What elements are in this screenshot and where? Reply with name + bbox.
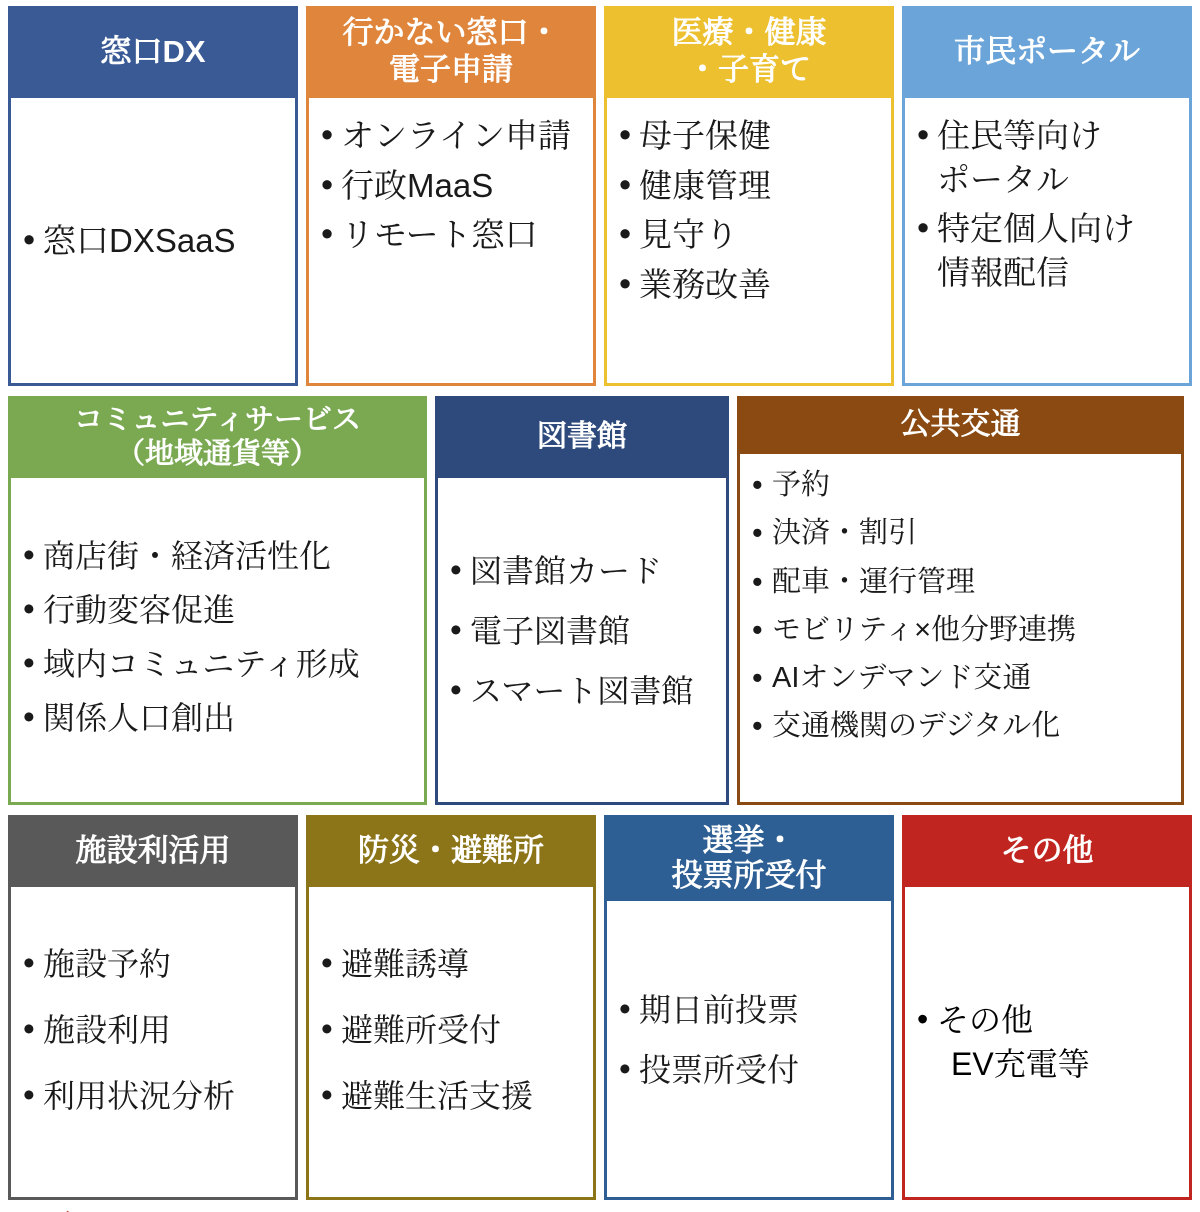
header-line-2: （地域通貨等） (115, 438, 319, 470)
list-item: • 施設予約 (21, 943, 285, 985)
list-item: • 施設利用 (21, 1009, 285, 1051)
category-row-3 (8, 815, 1192, 1200)
card-kokyo-kotsu[interactable] (737, 396, 1184, 805)
card-body-toshokan (435, 478, 729, 805)
list-item: • 避難誘導 (319, 943, 583, 985)
card-header-iryo-kenko-kosodate (604, 6, 894, 98)
card-sonota[interactable] (902, 815, 1192, 1200)
list-item-line-2: EV充電等 (951, 1046, 1090, 1082)
header-line-1: 行かない窓口・ (342, 15, 560, 51)
list-item: • モビリティ×他分野連携 (750, 611, 1171, 649)
list-item: • 期日前投票 (617, 989, 881, 1031)
category-row-2 (8, 396, 1192, 805)
list-item: • 図書館カード (448, 550, 716, 592)
item-list (915, 114, 1179, 294)
card-iryo-kenko-kosodate[interactable] (604, 6, 894, 386)
card-body-shimin-portal (902, 98, 1192, 386)
header-line-2: 電子申請 (389, 52, 513, 87)
card-toshokan[interactable] (435, 396, 729, 805)
card-header-shisetsu-rikatsuyo: 施設利活用 (8, 815, 298, 887)
card-shimin-portal[interactable] (902, 6, 1192, 386)
item-list (750, 466, 1171, 756)
list-item: • 交通機関のデジタル化 (750, 707, 1171, 745)
list-item: • オンライン申請 (319, 114, 583, 158)
header-line-1: コミュニティサービス (73, 403, 362, 436)
header-line-1: 選挙・ (702, 822, 796, 858)
header-line-2: ・子育て (687, 52, 811, 87)
item-list (319, 943, 583, 1142)
card-body-sonota (902, 887, 1192, 1200)
card-madoguchi-dx[interactable] (8, 6, 298, 386)
card-header-bosai-hinanjo: 防災・避難所 (306, 815, 596, 887)
card-ikanai-madoguchi[interactable] (306, 6, 596, 386)
list-item: • 利用状況分析 (21, 1075, 285, 1117)
card-shisetsu-rikatsuyo[interactable] (8, 815, 298, 1200)
card-body-community-service (8, 478, 427, 805)
list-item: • 行政MaaS (319, 164, 583, 208)
list-item: • 決済・割引 (750, 514, 1171, 552)
card-senkyo-tohyojo[interactable] (604, 815, 894, 1200)
card-header-sonota: その他 (902, 815, 1192, 887)
list-item (915, 998, 1179, 1086)
card-header-shimin-portal: 市民ポータル (902, 6, 1192, 98)
list-item: • 母子保健 (617, 114, 881, 158)
list-item: • 避難所受付 (319, 1009, 583, 1051)
card-community-service[interactable] (8, 396, 427, 805)
card-header-ikanai-madoguchi (306, 6, 596, 98)
item-list (617, 989, 881, 1109)
list-item: • リモート窓口 (319, 213, 583, 257)
item-list (21, 943, 285, 1142)
list-item: • 窓口DXSaaS (21, 219, 285, 263)
list-item: • 商店街・経済活性化 (21, 535, 414, 577)
card-body-senkyo-tohyojo (604, 901, 894, 1200)
card-body-ikanai-madoguchi (306, 98, 596, 386)
list-item: • 配車・運行管理 (750, 563, 1171, 601)
item-list (21, 219, 285, 263)
category-row-1 (8, 6, 1192, 386)
list-item: • 投票所受付 (617, 1049, 881, 1091)
header-line-2: 投票所受付 (671, 858, 827, 893)
list-item: • AIオンデマンド交通 (750, 659, 1171, 697)
list-item: • 健康管理 (617, 164, 881, 208)
list-item: • 業務改善 (617, 263, 881, 307)
card-body-bosai-hinanjo (306, 887, 596, 1200)
list-item (915, 114, 1179, 201)
item-list (21, 535, 414, 752)
card-body-iryo-kenko-kosodate (604, 98, 894, 386)
card-header-madoguchi-dx: 窓口DX (8, 6, 298, 98)
list-item-line-2: 情報配信 (937, 253, 1069, 291)
list-item: • 見守り (617, 213, 881, 257)
card-header-community-service (8, 396, 427, 478)
list-item-line-1: その他 (937, 1001, 1034, 1038)
list-item: • 域内コミュニティ形成 (21, 643, 414, 685)
header-line-1: 医療・健康 (671, 15, 827, 51)
card-body-madoguchi-dx (8, 98, 298, 386)
item-list (448, 550, 716, 731)
card-header-toshokan: 図書館 (435, 396, 729, 478)
list-item: • 関係人口創出 (21, 697, 414, 739)
list-item: • 避難生活支援 (319, 1075, 583, 1117)
list-item: • スマート図書館 (448, 670, 716, 712)
card-header-kokyo-kotsu: 公共交通 (737, 396, 1184, 454)
footer-logo-mark (62, 1196, 122, 1212)
item-list (617, 114, 881, 306)
list-item-line-1: 特定個人向け (937, 210, 1135, 248)
card-header-senkyo-tohyojo (604, 815, 894, 901)
list-item (915, 207, 1179, 294)
list-item: • 電子図書館 (448, 610, 716, 652)
list-item-line-2: ポータル (937, 160, 1069, 198)
list-item: • 予約 (750, 466, 1171, 504)
list-item-line-1: 住民等向け (937, 117, 1102, 154)
card-body-shisetsu-rikatsuyo (8, 887, 298, 1200)
card-body-kokyo-kotsu (737, 454, 1184, 805)
list-item: • 行動変容促進 (21, 589, 414, 631)
card-bosai-hinanjo[interactable] (306, 815, 596, 1200)
swoosh-icon (62, 1196, 122, 1212)
item-list (319, 114, 583, 257)
